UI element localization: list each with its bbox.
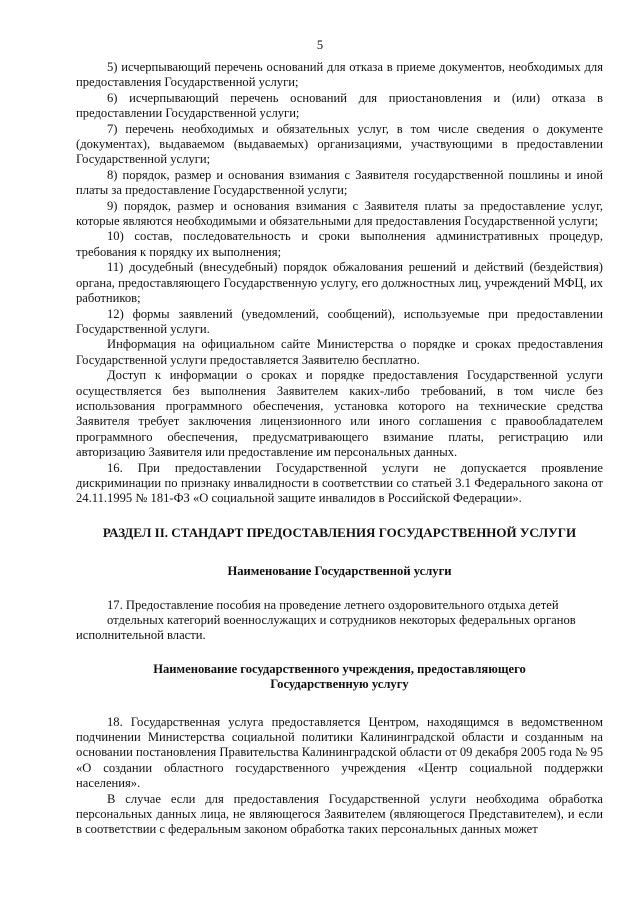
document-body (76, 60, 603, 838)
page-number: 5 (316, 38, 324, 52)
list-item: 11) досудебный (внесудебный) порядок обжалования решений и действий (бездействия) органа, предоставляющего Государственную услугу, его должностных лиц, учреждений МФЦ, их работников; (76, 260, 603, 306)
list-item: 9) порядок, размер и основания взимания с Заявителя платы за предоставление услуг, которые являются необходимыми и обязательными для предоставления Государственной услуги; (76, 198, 603, 229)
info-free-paragraph: Информация на официальном сайте Министерства о порядке и сроках предоставления Государственной услуги предоставляется Заявителю бесплатно. (76, 337, 603, 367)
list-item: 8) порядок, размер и основания взимания с Заявителя государственной пошлины и иной платы за предоставление Государственной услуги; (76, 167, 603, 198)
institution-heading (76, 662, 603, 693)
access-paragraph: Доступ к информации о сроках и порядке предоставления Государственной услуги осуществляется без выполнения Заявителем каких-либо требований, в том числе без использования программного обеспечения, установка которого на технические средства Заявителя требует заключения лицензионного или иного соглашения с правообладателем программного обеспечения, предусматривающего взимание платы, регистрацию или авторизацию Заявителя или предоставление им персональных данных. (76, 368, 603, 460)
list-item: 10) состав, последовательность и сроки выполнения административных процедур, требования к порядку их выполнения; (76, 229, 603, 259)
item-16-paragraph: 16. При предоставлении Государственной услуги не допускается проявление дискриминации по признаку инвалидности в соответствии со статьей 3.1 Федерального закона от 24.11.1995 № 181-ФЗ «О социальной защите инвалидов в Российской Федерации». (76, 460, 603, 506)
item-17-line-3: исполнительной власти. (76, 628, 206, 643)
institution-heading-line-2: Государственную услугу (270, 677, 409, 692)
institution-heading-line-1: Наименование государственного учреждения, предоставляющего (153, 661, 526, 676)
item-17-line-2: отдельных категорий военнослужащих и сотрудников некоторых федеральных органов (107, 613, 576, 627)
item-17-paragraph (76, 598, 603, 644)
list-item: 6) исчерпывающий перечень оснований для приостановления и (или) отказа в предоставлении Государственной услуги; (76, 90, 603, 121)
section-title: РАЗДЕЛ II. СТАНДАРТ ПРЕДОСТАВЛЕНИЯ ГОСУДАРСТВЕННОЙ УСЛУГИ (102, 524, 577, 540)
item-17-line-1: 17. Предоставление пособия на проведение летнего оздоровительного отдыха детей (107, 597, 559, 612)
personal-data-paragraph: В случае если для предоставления Государственной услуги необходима обработка персональных данных лица, не являющегося Заявителем (являющегося Представителем), и если в соответствии с федеральным законом обработка таких персональных данных может (76, 791, 603, 837)
list-item: 12) формы заявлений (уведомлений, сообщений), используемые при предоставлении Государственной услуги. (76, 306, 603, 336)
item-18-paragraph: 18. Государственная услуга предоставляется Центром, находящимся в ведомственном подчинении Министерства социальной политики Калининградской области и созданным на основании постановления Правительства Калининградской области от 09 декабря 2005 года № 95 «О создании областного государственного учреждения «Центр социальной поддержки населения». (76, 714, 603, 791)
list-item: 5) исчерпывающий перечень оснований для отказа в приеме документов, необходимых для предоставления Государственной услуги; (76, 60, 603, 90)
service-name-heading: Наименование Государственной услуги (227, 564, 452, 579)
list-item: 7) перечень необходимых и обязательных услуг, в том числе сведения о документе (документах), выдаваемом (выдаваемых) организациями, участвующими в предоставлении Государственной услуги; (76, 121, 603, 167)
